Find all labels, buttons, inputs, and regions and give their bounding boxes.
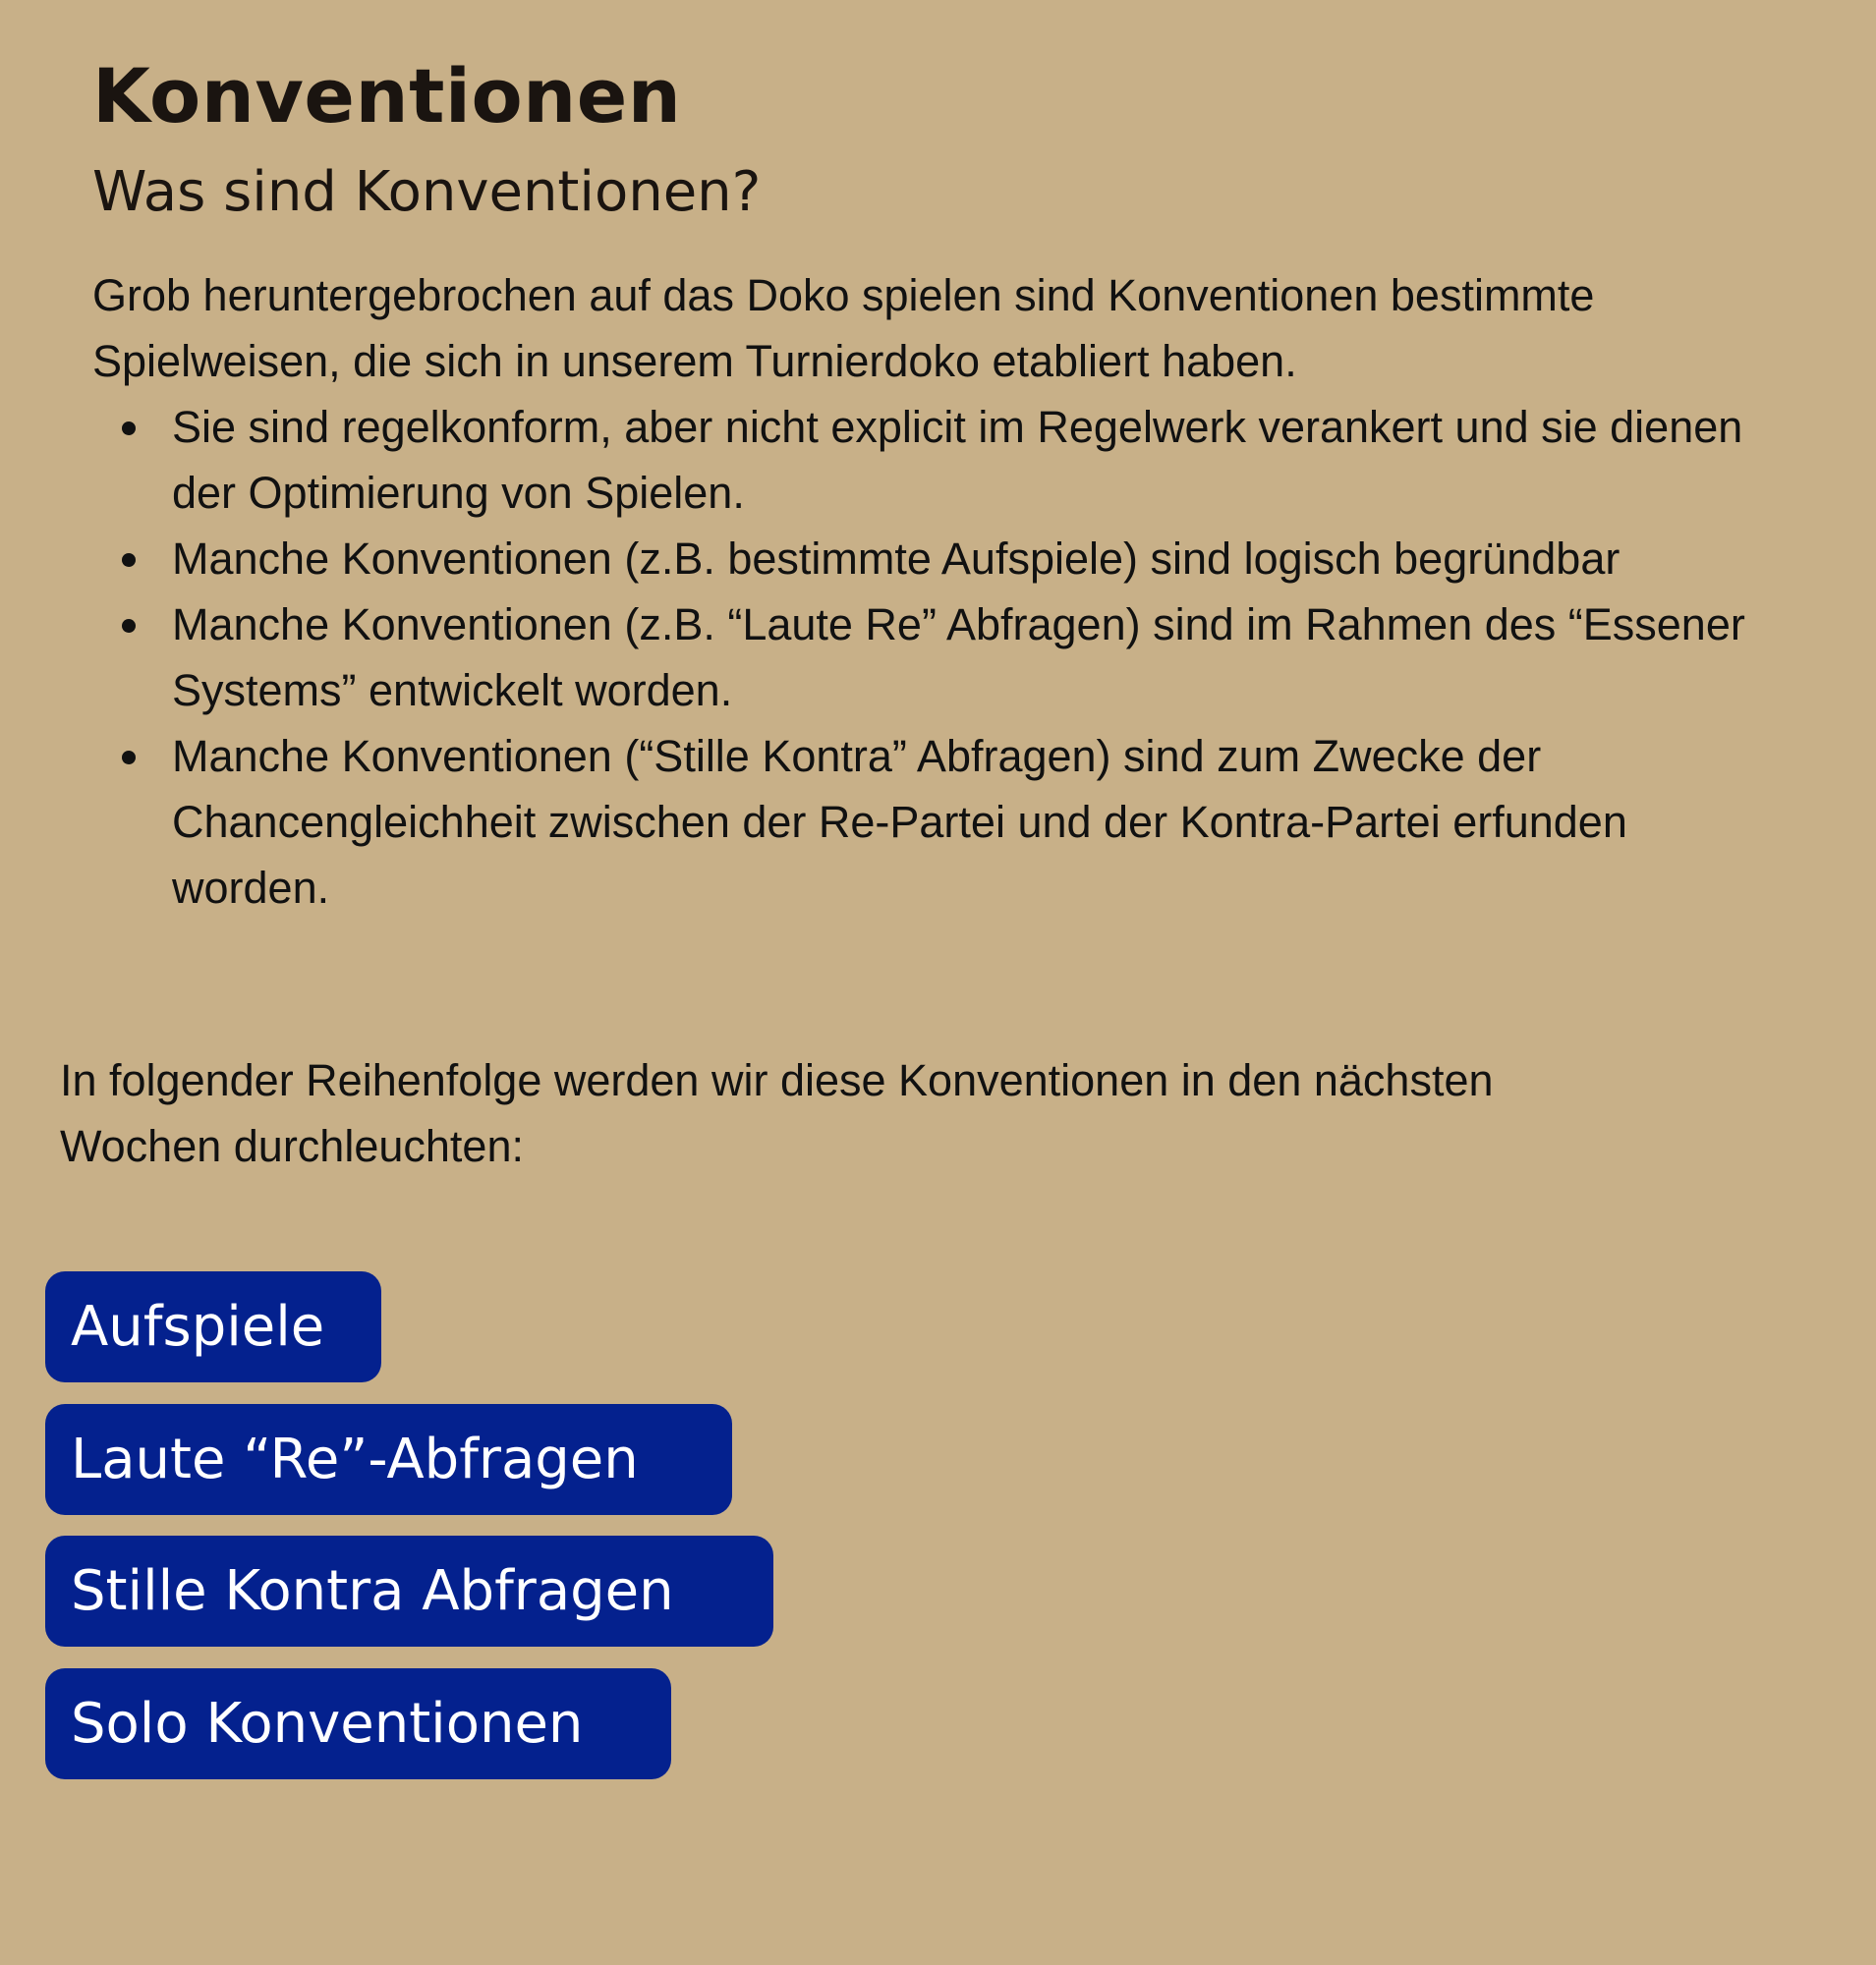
bullet-text: Sie sind regelkonform, aber nicht explicit im Regelwerk verankert und sie dienen der Optimierung von Spielen. (172, 402, 1743, 518)
intro-paragraph: Grob heruntergebrochen auf das Doko spielen sind Konventionen bestimmte Spielweisen, die sich in unserem Turnierdoko etabliert haben. (92, 270, 1595, 386)
bullet-item (92, 526, 1783, 591)
bullet-dot-icon (122, 421, 136, 435)
topic-button-laute-re-abfragen[interactable]: Laute “Re”-Abfragen (45, 1404, 732, 1515)
bullet-dot-icon (122, 553, 136, 567)
bullet-item (92, 591, 1783, 723)
order-paragraph: In folgender Reihenfolge werden wir diese Konventionen in den nächsten Wochen durchleuchten: (60, 1055, 1494, 1171)
bullet-dot-icon (122, 751, 136, 764)
topic-button-stille-kontra-abfragen[interactable]: Stille Kontra Abfragen (45, 1536, 773, 1647)
bullet-item (92, 394, 1783, 526)
bullet-text: Manche Konventionen (“Stille Kontra” Abfragen) sind zum Zwecke der Chancengleichheit zwischen der Re-Partei und der Kontra-Partei erfunden worden. (172, 731, 1627, 913)
bullet-text: Manche Konventionen (z.B. bestimmte Aufspiele) sind logisch begründbar (172, 533, 1620, 584)
convention-bullet-list (92, 394, 1783, 921)
bullet-item (92, 723, 1783, 921)
page-subtitle: Was sind Konventionen? (92, 160, 762, 224)
bullet-dot-icon (122, 619, 136, 633)
topic-button-solo-konventionen[interactable]: Solo Konventionen (45, 1668, 671, 1779)
topic-button-aufspiele[interactable]: Aufspiele (45, 1271, 381, 1382)
page-title: Konventionen (92, 52, 682, 140)
bullet-text: Manche Konventionen (z.B. “Laute Re” Abfragen) sind im Rahmen des “Essener Systems” entwickelt worden. (172, 599, 1745, 715)
